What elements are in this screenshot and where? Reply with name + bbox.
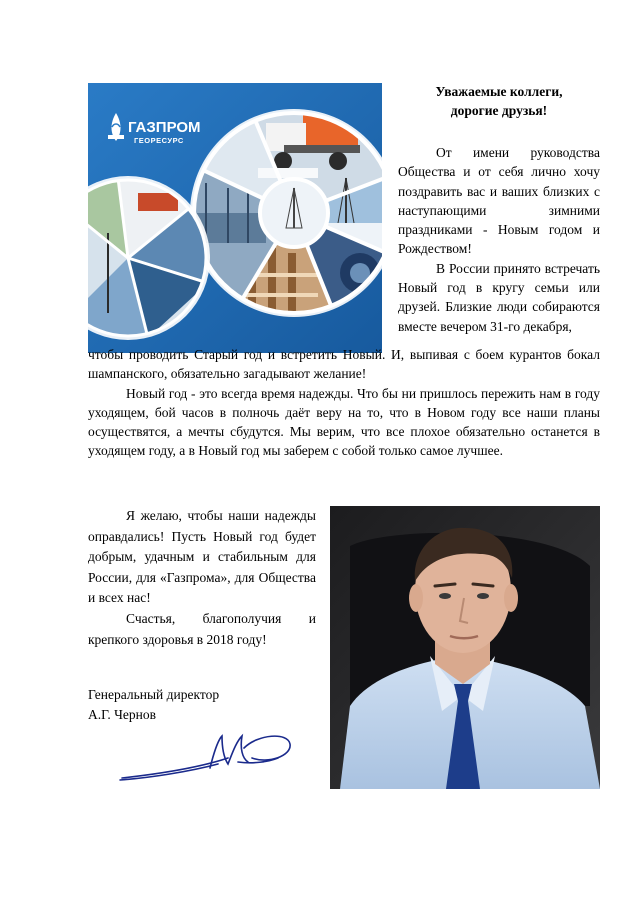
signatory-title: Генеральный директор: [88, 687, 220, 702]
handwritten-signature: [118, 728, 298, 786]
paragraph-2-end: чтобы проводить Старый год и встретить Новый. И, выпивая с боем курантов бокал шампанского, обязательно загадывают желание!: [88, 347, 600, 382]
signatory-name: А.Г. Чернов: [88, 706, 157, 722]
letter-right-column: [398, 143, 600, 336]
signature-icon: [118, 728, 298, 786]
letter-left-column: [88, 506, 316, 650]
paragraph-2-start: В России принято встречать Новый год в кругу семьи или друзей. Близкие люди собираются вместе вечером 31-го декабря,: [398, 260, 600, 334]
director-portrait-photo: [330, 506, 600, 789]
greeting-heading: [398, 82, 600, 120]
paragraph-3: Новый год - это всегда время надежды. Что бы ни пришлось пережить нам в году уходящем, бой часов в полночь даёт веру на то, что в Новом году все наши планы осуществятся, а мечты сбудутся. Мы верим, что все плохое обязательно останется в уходящем году, а в Новый год мы заберем с собой только самое лучшее.: [88, 385, 600, 459]
letter-full-width: [88, 345, 600, 461]
greeting-line-1: Уважаемые коллеги,: [435, 84, 563, 99]
banner-collage: [88, 83, 382, 353]
paragraph-5: Счастья, благополучия и крепкого здоровья в 2018 году!: [88, 610, 316, 647]
greeting-line-2: дорогие друзья!: [450, 103, 548, 118]
logo-brand-text: ГАЗПРОМ: [128, 119, 201, 136]
paragraph-4: Я желаю, чтобы наши надежды оправдались! Пусть Новый год будет добрым, удачным и стабильным для России, для «Газпрома», для Общества и всех нас!: [88, 508, 316, 606]
portrait-image: [330, 506, 600, 789]
paragraph-1: От имени руководства Общества и от себя лично хочу поздравить вас и ваших близких с наступающими зимними праздниками - Новым годом и Рождеством!: [398, 145, 600, 257]
logo-sub-text: ГЕОРЕСУРС: [134, 136, 184, 145]
gazprom-georesurs-banner: [88, 83, 382, 353]
signature-block: [88, 685, 219, 724]
